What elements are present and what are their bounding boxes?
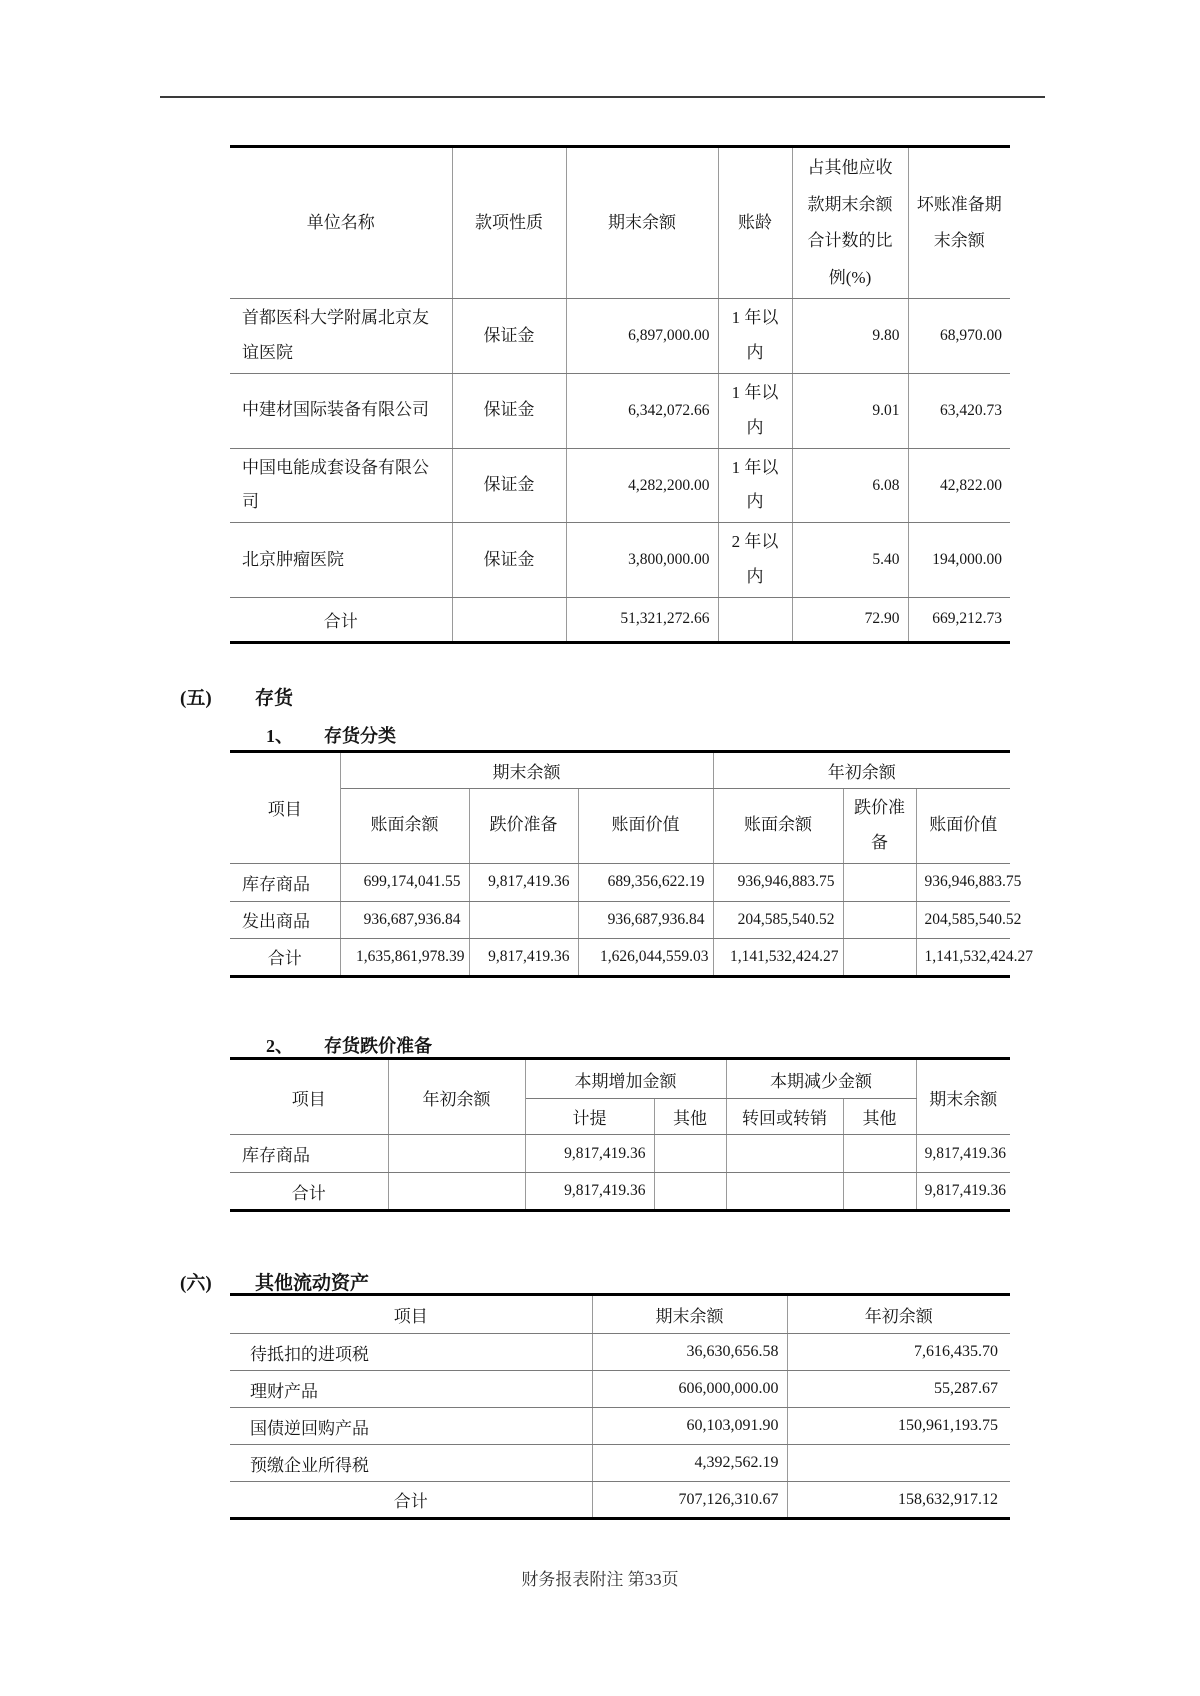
cell-item: 待抵扣的进项税 <box>230 1334 592 1371</box>
cell-total-label: 合计 <box>230 1482 592 1519</box>
cell-ratio: 6.08 <box>792 448 908 523</box>
table-row <box>230 863 1010 901</box>
group-header-row <box>230 1059 1010 1099</box>
page-header-rule <box>160 96 1045 98</box>
cell-item: 国债逆回购产品 <box>230 1408 592 1445</box>
receivables-table <box>230 145 1010 644</box>
cell-aging: 1 年以内 <box>718 373 792 448</box>
table-row <box>230 299 1010 374</box>
subsection-1-title: 存货分类 <box>324 726 396 746</box>
header-book-value: 账面价值 <box>916 789 1010 864</box>
cell-nature <box>452 597 566 642</box>
cell-accrual: 9,817,419.36 <box>525 1173 654 1211</box>
cell-unit-name: 北京肿瘤医院 <box>230 523 452 598</box>
cell-nature: 保证金 <box>452 299 566 374</box>
table-row <box>230 1135 1010 1173</box>
group-header-row <box>230 752 1010 789</box>
cell-reversal <box>726 1135 843 1173</box>
other-current-assets-table <box>230 1293 1010 1520</box>
cell-beg-balance: 204,585,540.52 <box>713 901 843 938</box>
cell-ending: 707,126,310.67 <box>592 1482 787 1519</box>
cell-total-label: 合计 <box>230 597 452 642</box>
header-bad-debt: 坏账准备期末余额 <box>908 147 1010 299</box>
subsection-1-number: 1、 <box>266 726 293 746</box>
total-row <box>230 1482 1010 1519</box>
header-aging: 账龄 <box>718 147 792 299</box>
cell-provision: 669,212.73 <box>908 597 1010 642</box>
page-footer: 财务报表附注 第33页 <box>521 1570 679 1589</box>
cell-unit-name: 中国电能成套设备有限公司 <box>230 448 452 523</box>
header-decrease-group: 本期减少金额 <box>726 1059 916 1099</box>
header-ending: 期末余额 <box>592 1295 787 1334</box>
header-row <box>230 1295 1010 1334</box>
cell-beg-value: 204,585,540.52 <box>916 901 1010 938</box>
cell-total-label: 合计 <box>230 1173 388 1211</box>
cell-beg-balance: 936,946,883.75 <box>713 863 843 901</box>
cell-end-value: 936,687,936.84 <box>578 901 713 938</box>
subsection-2-title: 存货跌价准备 <box>324 1036 432 1056</box>
cell-item: 库存商品 <box>230 863 340 901</box>
header-reversal: 转回或转销 <box>726 1099 843 1135</box>
cell-unit-name: 首都医科大学附属北京友谊医院 <box>230 299 452 374</box>
receivables-header-row <box>230 147 1010 299</box>
cell-balance: 6,342,072.66 <box>566 373 718 448</box>
cell-end-balance: 936,687,936.84 <box>340 901 469 938</box>
cell-end-value: 1,626,044,559.03 <box>578 938 713 976</box>
total-row <box>230 597 1010 642</box>
header-item: 项目 <box>230 1059 388 1135</box>
cell-end-impairment: 9,817,419.36 <box>469 863 578 901</box>
cell-reversal <box>726 1173 843 1211</box>
cell-nature: 保证金 <box>452 448 566 523</box>
table-row <box>230 901 1010 938</box>
header-inc-other: 其他 <box>654 1099 726 1135</box>
cell-provision: 68,970.00 <box>908 299 1010 374</box>
cell-end-balance: 699,174,041.55 <box>340 863 469 901</box>
header-item: 项目 <box>230 752 340 864</box>
cell-ending: 36,630,656.58 <box>592 1334 787 1371</box>
inventory-provision-table <box>230 1057 1010 1212</box>
inventory-classification-table <box>230 750 1034 978</box>
total-row <box>230 1173 1010 1211</box>
cell-aging <box>718 597 792 642</box>
cell-balance: 4,282,200.00 <box>566 448 718 523</box>
cell-balance: 3,800,000.00 <box>566 523 718 598</box>
subsection-2-number: 2、 <box>266 1036 293 1056</box>
table-row <box>230 523 1010 598</box>
table-row <box>230 1334 1010 1371</box>
section-5-title: 存货 <box>255 688 294 709</box>
header-accrual: 计提 <box>525 1099 654 1135</box>
header-dec-other: 其他 <box>843 1099 916 1135</box>
cell-inc-other <box>654 1173 726 1211</box>
cell-beginning <box>787 1445 1010 1482</box>
cell-aging: 1 年以内 <box>718 448 792 523</box>
cell-aging: 1 年以内 <box>718 299 792 374</box>
cell-beg-value: 1,141,532,424.27 <box>916 938 1010 976</box>
cell-beginning <box>388 1173 525 1211</box>
cell-beg-impairment <box>843 901 916 938</box>
cell-beg-impairment <box>843 863 916 901</box>
cell-end-impairment <box>469 901 578 938</box>
header-book-balance: 账面余额 <box>340 789 469 864</box>
header-book-balance: 账面余额 <box>713 789 843 864</box>
section-6-title: 其他流动资产 <box>255 1273 370 1294</box>
header-ending-balance: 期末余额 <box>566 147 718 299</box>
header-beginning: 年初余额 <box>787 1295 1010 1334</box>
cell-balance: 51,321,272.66 <box>566 597 718 642</box>
header-ending-group: 期末余额 <box>340 752 713 789</box>
cell-item: 发出商品 <box>230 901 340 938</box>
header-beginning-group: 年初余额 <box>713 752 1010 789</box>
header-nature: 款项性质 <box>452 147 566 299</box>
cell-unit-name: 中建材国际装备有限公司 <box>230 373 452 448</box>
header-impairment: 跌价准备 <box>843 789 916 864</box>
cell-aging: 2 年以内 <box>718 523 792 598</box>
cell-inc-other <box>654 1135 726 1173</box>
cell-beginning: 158,632,917.12 <box>787 1482 1010 1519</box>
cell-beginning: 55,287.67 <box>787 1371 1010 1408</box>
cell-accrual: 9,817,419.36 <box>525 1135 654 1173</box>
header-beginning: 年初余额 <box>388 1059 525 1135</box>
cell-item: 理财产品 <box>230 1371 592 1408</box>
table-row <box>230 1371 1010 1408</box>
cell-beg-value: 936,946,883.75 <box>916 863 1010 901</box>
sub-header-row <box>230 789 1010 864</box>
table-row <box>230 1445 1010 1482</box>
cell-dec-other <box>843 1135 916 1173</box>
cell-end-value: 689,356,622.19 <box>578 863 713 901</box>
table-row <box>230 448 1010 523</box>
cell-ending: 60,103,091.90 <box>592 1408 787 1445</box>
cell-ratio: 9.01 <box>792 373 908 448</box>
cell-ending: 9,817,419.36 <box>916 1135 1010 1173</box>
header-ratio: 占其他应收款期末余额合计数的比例(%) <box>792 147 908 299</box>
table-row <box>230 1408 1010 1445</box>
cell-ending: 9,817,419.36 <box>916 1173 1010 1211</box>
cell-nature: 保证金 <box>452 373 566 448</box>
total-row <box>230 938 1010 976</box>
cell-provision: 63,420.73 <box>908 373 1010 448</box>
cell-beginning: 150,961,193.75 <box>787 1408 1010 1445</box>
cell-beg-impairment <box>843 938 916 976</box>
header-item: 项目 <box>230 1295 592 1334</box>
cell-beg-balance: 1,141,532,424.27 <box>713 938 843 976</box>
cell-beginning <box>388 1135 525 1173</box>
cell-provision: 194,000.00 <box>908 523 1010 598</box>
cell-ratio: 5.40 <box>792 523 908 598</box>
header-book-value: 账面价值 <box>578 789 713 864</box>
header-unit-name: 单位名称 <box>230 147 452 299</box>
cell-dec-other <box>843 1173 916 1211</box>
cell-ending: 4,392,562.19 <box>592 1445 787 1482</box>
cell-nature: 保证金 <box>452 523 566 598</box>
cell-beginning: 7,616,435.70 <box>787 1334 1010 1371</box>
section-5-number: (五) <box>180 688 212 709</box>
table-row <box>230 373 1010 448</box>
cell-item: 预缴企业所得税 <box>230 1445 592 1482</box>
cell-item: 库存商品 <box>230 1135 388 1173</box>
cell-ending: 606,000,000.00 <box>592 1371 787 1408</box>
cell-balance: 6,897,000.00 <box>566 299 718 374</box>
cell-ratio: 9.80 <box>792 299 908 374</box>
cell-total-label: 合计 <box>230 938 340 976</box>
header-ending: 期末余额 <box>916 1059 1010 1135</box>
cell-provision: 42,822.00 <box>908 448 1010 523</box>
header-impairment: 跌价准备 <box>469 789 578 864</box>
cell-ratio: 72.90 <box>792 597 908 642</box>
cell-end-impairment: 9,817,419.36 <box>469 938 578 976</box>
cell-end-balance: 1,635,861,978.39 <box>340 938 469 976</box>
header-increase-group: 本期增加金额 <box>525 1059 726 1099</box>
section-6-number: (六) <box>180 1273 212 1294</box>
